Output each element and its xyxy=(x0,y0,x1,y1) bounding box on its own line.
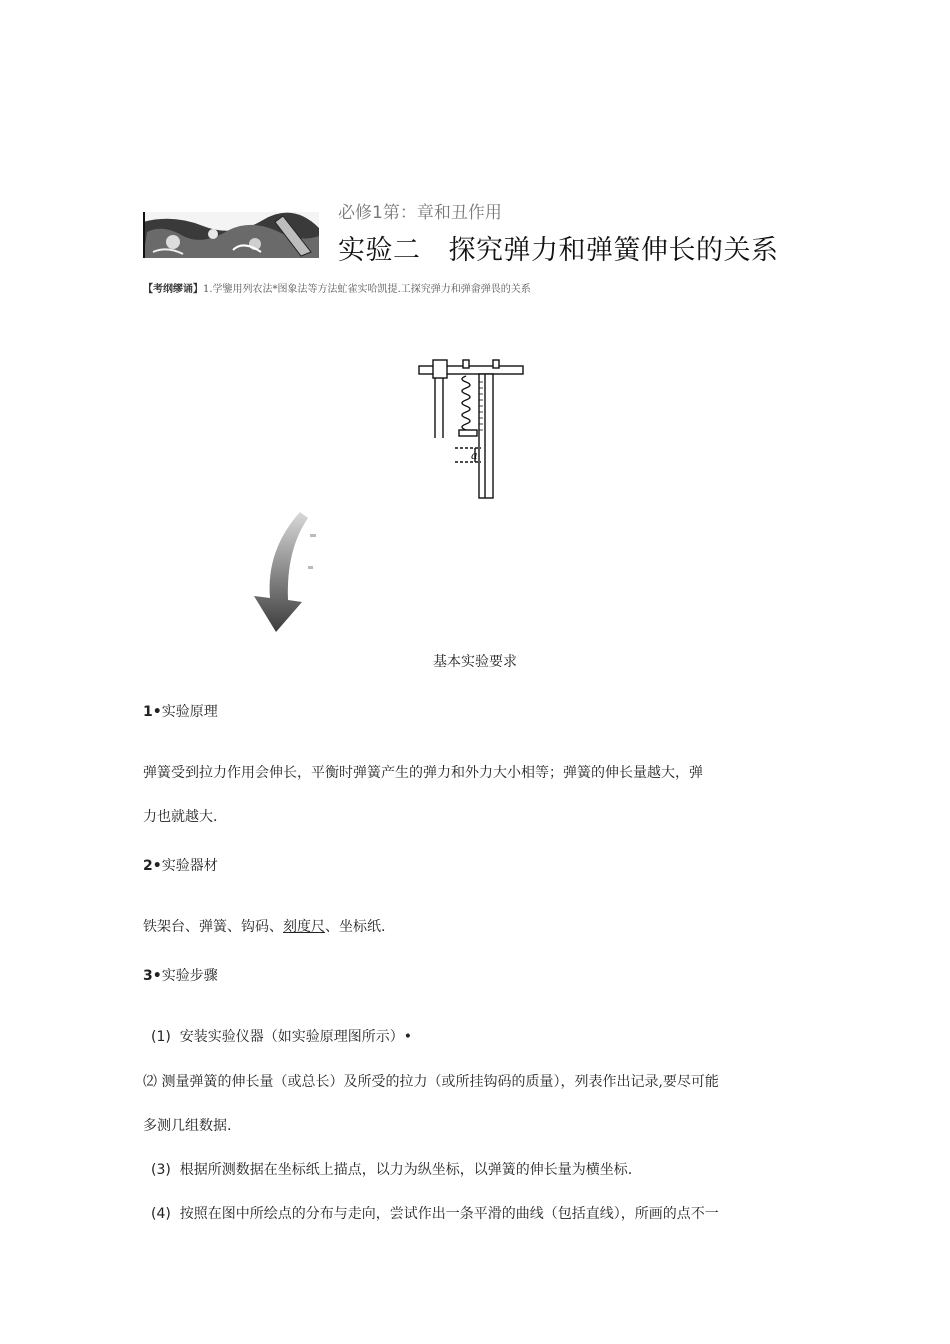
section-heading-text: 实验器材 xyxy=(161,858,218,874)
syllabus-note xyxy=(143,280,531,295)
step-3 xyxy=(151,1159,632,1179)
step-4 xyxy=(151,1203,719,1223)
curved-arrow-icon xyxy=(250,510,322,636)
title-part-1: 实验二 xyxy=(338,235,421,266)
section-heading-materials xyxy=(143,855,218,875)
materials-text-after: 、坐标纸. xyxy=(325,919,386,935)
materials-underlined: 刻度尺 xyxy=(283,919,325,935)
materials-text-before: 铁架台、弹簧、钩码、 xyxy=(143,919,283,935)
syllabus-text: 1.学鑒用列农法*图象法等方法虻雀实哈凯提.工探究弹力和弹畲弹畏的关系 xyxy=(203,284,531,295)
step-number: ⑵ xyxy=(143,1074,157,1090)
step-text: 根据所测数据在坐标纸上描点，以力为纵坐标，以弹簧的伸长量为横坐标. xyxy=(179,1162,633,1178)
step-2 xyxy=(143,1071,719,1091)
step-number: (3) xyxy=(151,1162,171,1178)
section-heading-principle xyxy=(143,701,218,721)
section-number: 1• xyxy=(143,704,162,720)
step-number: (4) xyxy=(151,1206,171,1222)
section-title: 基本实验要求 xyxy=(433,654,517,670)
section-number: 3• xyxy=(143,968,162,984)
syllabus-label: 【考纲缪诵】 xyxy=(143,284,203,295)
step-text: 安装实验仪器（如实验原理图所示）• xyxy=(179,1029,413,1045)
page-title xyxy=(338,228,779,267)
section-heading-text: 实验步骤 xyxy=(161,968,218,984)
spring-apparatus-figure xyxy=(415,356,527,500)
materials-line xyxy=(143,916,385,936)
step-text: 按照在图中所绘点的分布与走向，尝试作出一条平滑的曲线（包括直线），所画的点不一 xyxy=(179,1206,719,1222)
figure-label-a: a xyxy=(471,449,478,462)
header-banner-image xyxy=(143,212,319,258)
principle-line-1: 弹簧受到拉力作用会伸长，平衡时弹簧产生的弹力和外力大小相等；弹簧的伸长量越大，弹 xyxy=(143,765,703,781)
step-1 xyxy=(151,1026,412,1046)
chapter-subtitle: 必修1第：章和丑作用 xyxy=(338,203,502,223)
step-text: 测量弹簧的伸长量（或总长）及所受的拉力（或所挂钩码的质量），列表作出记录,要尽可能 xyxy=(161,1074,719,1090)
principle-line-2: 力也就越大. xyxy=(143,809,218,825)
step-number: (1) xyxy=(151,1029,171,1045)
title-part-2: 探究弹力和弹簧伸长的关系 xyxy=(448,235,779,266)
section-heading-steps xyxy=(143,965,218,985)
section-number: 2• xyxy=(143,858,162,874)
section-heading-text: 实验原理 xyxy=(161,704,218,720)
step-2-continuation: 多测几组数据. xyxy=(143,1118,232,1134)
